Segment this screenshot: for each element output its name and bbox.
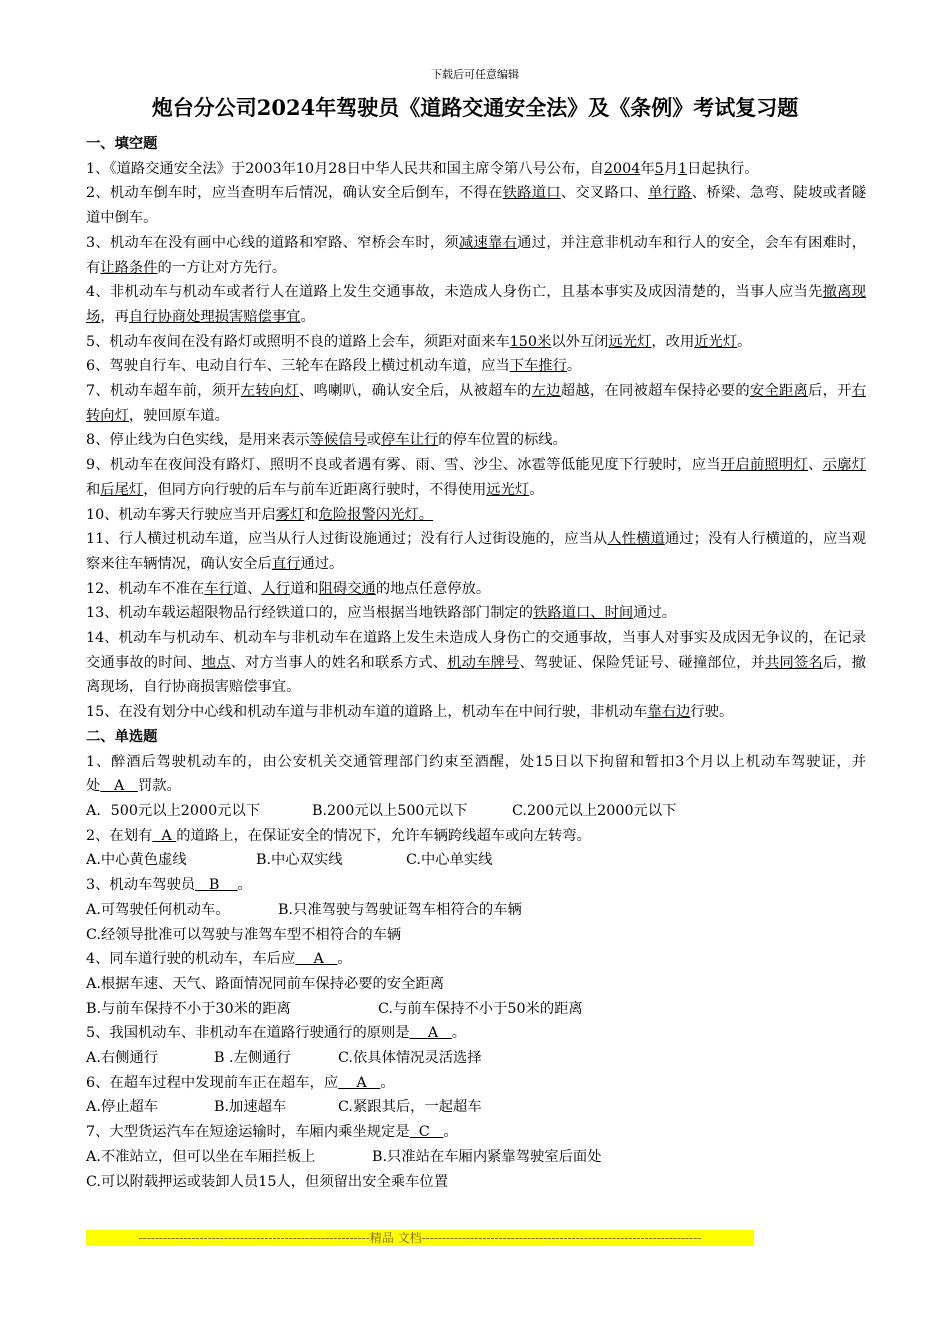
option-c: C.依具体情况灵活选择 [338, 1050, 482, 1067]
answer-blank: A [313, 951, 324, 968]
question-choice-5: 5、我国机动车、非机动车在道路行驶通行的原则是 A 。 [86, 1025, 467, 1042]
answer-blank: 人行 [261, 580, 291, 597]
answer-blank: 靠右边 [647, 704, 691, 721]
question-fill-1: 1、《道路交通安全法》于2003年10月28日中华人民共和国主席令第八号公布，自2004年5月1日起执行。 [86, 160, 759, 177]
answer-blank: 车行 [204, 580, 233, 597]
option-a: A.可驾驶任何机动车。 [86, 901, 230, 918]
question-fill-9: 9、机动车在夜间没有路灯、照明不良或者遇有雾、雨、雪、沙尘、冰雹等低能见度下行驶时，应当开启前照明灯、示廓灯和后尾灯，但同方向行驶的后车与前车近距离行驶时，不得使用远光灯。 [86, 457, 867, 498]
options-choice-4 [86, 997, 866, 1022]
answer-blank: 让路条件 [100, 259, 158, 276]
question-fill-8: 8、停止线为白色实线，是用来表示等候信号或停车让行的停车位置的标线。 [86, 432, 567, 449]
options-choice-3-cont [86, 923, 866, 948]
answer-blank: 机动车牌号 [447, 654, 520, 671]
answer-blank: 等候信号 [309, 432, 367, 449]
answer-blank: A [427, 1025, 439, 1042]
footer-watermark-bar: ---------------------------------------------------------精品 文档--------------------------------------------------------------------- [86, 1230, 754, 1246]
options-choice-6 [86, 1095, 866, 1120]
answer-blank: 减速靠右 [458, 234, 518, 251]
answer-blank: 近光灯 [694, 333, 738, 350]
answer-blank: A [356, 1074, 367, 1091]
question-fill-2: 2、机动车倒车时，应当查明车后情况，确认安全后倒车，不得在铁路道口、交叉路口、单行路、桥梁、急弯、陡坡或者隧道中倒车。 [86, 185, 867, 227]
question-fill-6: 6、驾驶自行车、电动自行车、三轮车在路段上横过机动车道，应当下车推行。 [86, 358, 582, 375]
answer-blank: C [418, 1124, 430, 1141]
page-title: 炮台分公司2024年驾驶员《道路交通安全法》及《条例》考试复习题 [151, 95, 799, 120]
answer-blank: 右转向灯 [86, 383, 867, 424]
question-fill-12: 12、机动车不准在车行道、人行道和阻碍交通的地点任意停放。 [86, 580, 491, 597]
answer-blank: 单行路 [648, 185, 692, 202]
answer-blank: 铁路道口、时间 [533, 605, 634, 622]
answer-blank: 地点 [201, 654, 231, 671]
answer-blank: 直行 [271, 555, 301, 572]
answer-blank: 1 [678, 160, 688, 177]
answer-blank: 撤离现场 [86, 284, 866, 325]
answer-blank: 后尾灯 [100, 481, 144, 498]
answer-blank: 远光灯 [486, 481, 530, 498]
answer-blank: 下车推行 [509, 358, 567, 375]
question-fill-7: 7、机动车超车前，须开左转向灯、鸣喇叭，确认安全后，从被超车的左边超越，在同被超车保持必要的安全距离后，开右转向灯，驶回原车道。 [86, 383, 867, 424]
answer-blank: 2004 [603, 160, 641, 177]
question-fill-5: 5、机动车夜间在没有路灯或照明不良的道路上会车，须距对面来车150米以外互闭远光灯，改用近光灯。 [86, 333, 752, 350]
question-fill-11: 11、行人横过机动车道，应当从行人过街设施通过；没有行人过街设施的，应当从人性横道通过；没有人行横道的，应当观察来往车辆情况，确认安全后直行通过。 [86, 531, 866, 572]
question-fill-10: 10、机动车雾天行驶应当开启雾灯和危险报警闪光灯。 [86, 506, 434, 523]
answer-blank: 左边 [531, 383, 561, 400]
question-fill-15: 15、在没有划分中心线和机动车道与非机动车道的道路上，机动车在中间行驶，非机动车靠右边行驶。 [86, 704, 734, 721]
option-b: B .左侧通行 [214, 1050, 291, 1067]
option-c: C.与前车保持不小于50米的距离 [378, 1000, 583, 1017]
answer-blank: 示廓灯 [822, 457, 867, 474]
answer-blank: 远光灯 [608, 333, 652, 350]
answer-blank: A [113, 778, 125, 795]
question-choice-6: 6、在超车过程中发现前车正在超车，应 A 。 [86, 1074, 395, 1091]
answer-blank: 150米 [509, 333, 552, 350]
answer-blank: B [208, 877, 220, 894]
answer-blank: 开启前照明灯 [720, 457, 809, 474]
answer-blank: 5 [654, 160, 664, 177]
question-fill-14: 14、机动车与机动车、机动车与非机动车在道路上发生未造成人身伤亡的交通事故，当事人对事实及成因无争议的，在记录交通事故的时间、地点、对方当事人的姓名和联系方式、机动车牌号、驾驶证、保险凭证号、碰撞部位，并共同签名后，撤离现场，自行协商损害赔偿事宜。 [86, 630, 867, 696]
option-a: A．500元以上2000元以下 [86, 802, 261, 819]
question-choice-1: 1、醉酒后驾驶机动车的，由公安机关交通管理部门约束至酒醒，处15日以下拘留和暂扣3个月以上机动车驾驶证，并处 A 罚款。 [86, 753, 866, 795]
answer-blank: 阻碍交通 [318, 580, 376, 597]
options-choice-5 [86, 1046, 866, 1071]
answer-blank: 停车让行 [381, 432, 439, 449]
question-fill-3: 3、机动车在没有画中心线的道路和窄路、窄桥会车时，须减速靠右通过，并注意非机动车和行人的安全，会车有困难时，有让路条件的一方让对方先行。 [86, 234, 867, 276]
answer-blank: 左转向灯 [240, 383, 299, 400]
answer-blank: 危险报警闪光灯。 [318, 506, 434, 523]
section-heading-fill-blank: 一、填空题 [86, 136, 158, 152]
answer-blank: 人性横道 [607, 531, 665, 548]
document-body [86, 132, 866, 1194]
option-b: B.与前车保持不小于30米的距离 [86, 1000, 291, 1017]
answer-blank: A [161, 827, 172, 844]
option-a: A.根据车速、天气、路面情况同前车保持必要的安全距离 [86, 975, 444, 992]
question-choice-3: 3、机动车驾驶员 B 。 [86, 877, 252, 894]
answer-blank: 安全距离 [749, 383, 809, 400]
option-c: C.200元以上2000元以下 [512, 802, 677, 819]
option-a: A.中心黄色虚线 [86, 852, 187, 869]
options-choice-3 [86, 898, 866, 923]
question-choice-4: 4、同车道行驶的机动车，车后应 A 。 [86, 951, 352, 968]
options-choice-4-a [86, 972, 866, 997]
option-b: B.中心双实线 [256, 852, 343, 869]
header-note: 下载后可任意编辑 [431, 68, 519, 81]
option-a: A.不准站立，但可以坐在车厢拦板上 [86, 1148, 316, 1165]
option-c: C.经领导批准可以驾驶与准驾车型不相符合的车辆 [86, 926, 402, 943]
question-fill-4: 4、非机动车与机动车或者行人在道路上发生交通事故，未造成人身伤亡，且基本事实及成因清楚的，当事人应当先撤离现场，再自行协商处理损害赔偿事宜。 [86, 284, 866, 325]
question-fill-13: 13、机动车载运超限物品行经铁道口的，应当根据当地铁路部门制定的铁路道口、时间通过。 [86, 605, 677, 622]
answer-blank: 雾灯 [275, 506, 305, 523]
option-b: B.加速超车 [214, 1099, 287, 1116]
options-choice-7 [86, 1145, 866, 1170]
options-choice-1 [86, 799, 866, 824]
option-c: C.紧跟其后，一起超车 [338, 1099, 482, 1116]
option-b: B.只准站在车厢内紧靠驾驶室后面处 [372, 1148, 602, 1165]
options-choice-7-cont [86, 1170, 866, 1195]
answer-blank: 自行协商处理损害赔偿事宜 [128, 308, 301, 325]
options-choice-2 [86, 848, 866, 873]
answer-blank: 共同签名 [765, 654, 823, 671]
option-b: B.只准驾驶与驾驶证驾车相符合的车辆 [278, 901, 522, 918]
option-c: C.可以附载押运或装卸人员15人，但须留出安全乘车位置 [86, 1173, 448, 1190]
option-a: A.右侧通行 [86, 1050, 159, 1067]
question-choice-2: 2、在划有 A 的道路上，在保证安全的情况下，允许车辆跨线超车或向左转弯。 [86, 827, 591, 844]
section-heading-single-choice: 二、单选题 [86, 728, 158, 745]
option-a: A.停止超车 [86, 1099, 159, 1116]
answer-blank: 铁路道口 [502, 185, 561, 202]
option-b: B.200元以上500元以下 [312, 802, 468, 819]
question-choice-7: 7、大型货运汽车在短途运输时，车厢内乘坐规定是 C 。 [86, 1124, 458, 1141]
option-c: C.中心单实线 [406, 852, 493, 869]
